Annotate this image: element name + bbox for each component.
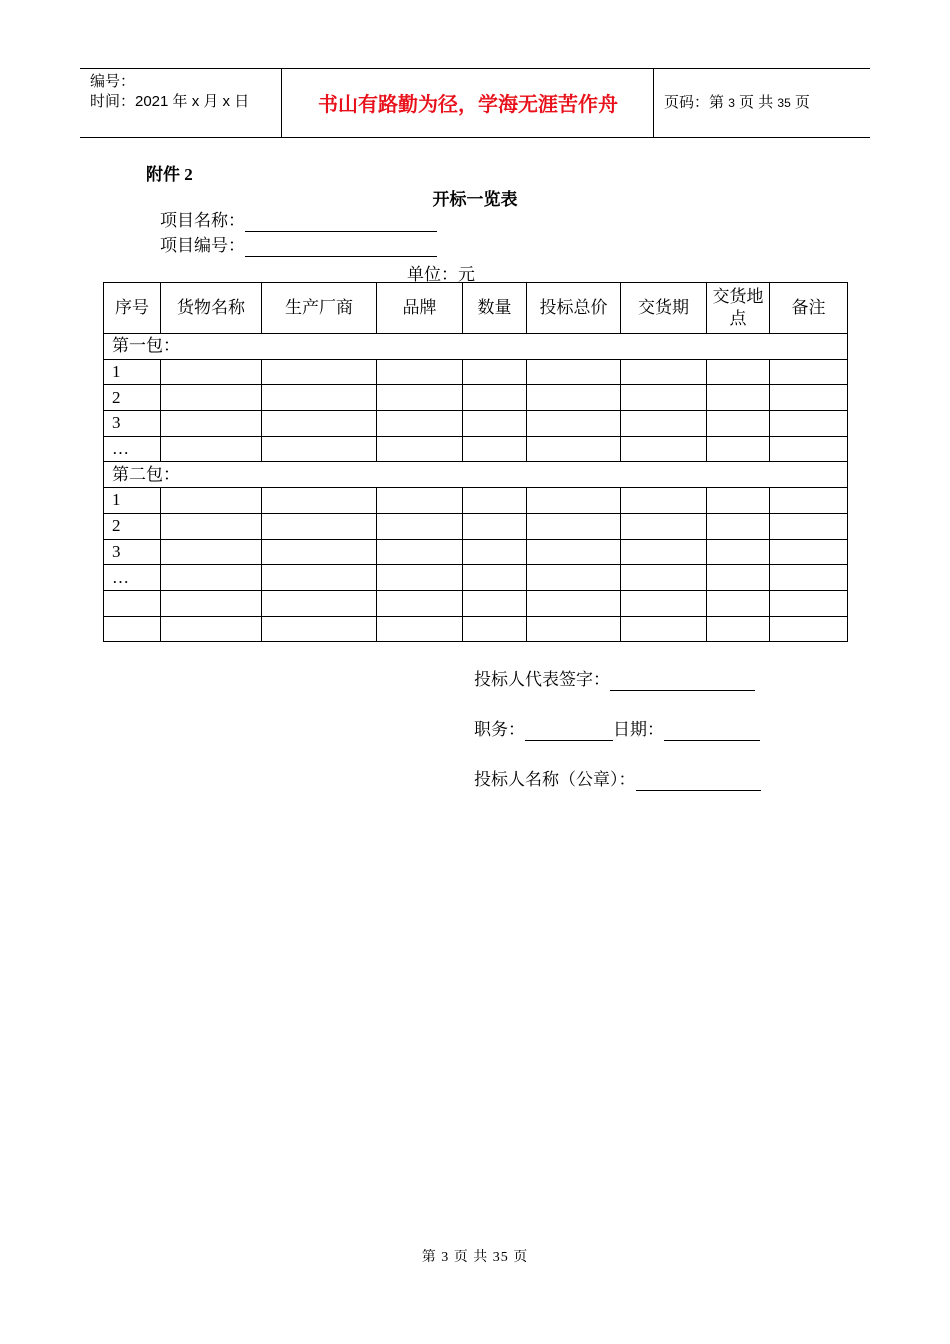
section-row xyxy=(104,334,848,360)
table-cell[interactable] xyxy=(377,539,463,565)
column-header: 货物名称 xyxy=(161,283,262,334)
table-cell[interactable] xyxy=(262,616,377,642)
table-row xyxy=(104,385,848,411)
table-cell[interactable] xyxy=(527,590,621,616)
section-label: 第一包： xyxy=(104,334,848,360)
table-cell[interactable] xyxy=(707,590,770,616)
page-header xyxy=(80,68,870,138)
header-meta xyxy=(90,72,249,112)
table-cell[interactable] xyxy=(161,385,262,411)
header-number: 编号： xyxy=(90,73,136,90)
position-date-row xyxy=(474,719,760,741)
table-cell[interactable] xyxy=(262,539,377,565)
table-cell[interactable] xyxy=(770,411,848,437)
table-cell[interactable] xyxy=(770,488,848,514)
page-suffix: 页 xyxy=(794,94,810,111)
table-cell[interactable] xyxy=(621,359,707,385)
table-row xyxy=(104,565,848,591)
column-header: 数量 xyxy=(463,283,527,334)
table-cell[interactable] xyxy=(161,411,262,437)
table-cell[interactable] xyxy=(377,565,463,591)
table-cell[interactable] xyxy=(463,565,527,591)
table-cell[interactable] xyxy=(527,436,621,462)
table-cell[interactable] xyxy=(621,590,707,616)
table-row xyxy=(104,488,848,514)
table-row xyxy=(104,359,848,385)
header-motto: 书山有路勤为径，学海无涯苦作舟 xyxy=(318,92,618,116)
rep-sign-label: 投标人代表签字： xyxy=(474,670,610,689)
table-cell[interactable] xyxy=(707,488,770,514)
table-row xyxy=(104,411,848,437)
page-mid: 页 共 xyxy=(739,94,774,111)
section-label: 第二包： xyxy=(104,462,848,488)
row-number xyxy=(104,616,161,642)
table-cell[interactable] xyxy=(262,565,377,591)
table-row xyxy=(104,539,848,565)
column-header: 交货期 xyxy=(621,283,707,334)
table-cell[interactable] xyxy=(161,488,262,514)
header-page-info xyxy=(664,93,810,113)
table-cell[interactable] xyxy=(770,539,848,565)
row-number: 2 xyxy=(104,513,161,539)
table-cell[interactable] xyxy=(161,565,262,591)
table-cell[interactable] xyxy=(377,385,463,411)
table-cell[interactable] xyxy=(463,590,527,616)
table-cell[interactable] xyxy=(621,385,707,411)
page-total: 35 xyxy=(777,96,791,110)
page-prefix: 页码：第 xyxy=(664,94,725,111)
table-cell[interactable] xyxy=(707,385,770,411)
table-cell[interactable] xyxy=(621,513,707,539)
table-cell[interactable] xyxy=(377,436,463,462)
row-number: … xyxy=(104,565,161,591)
table-cell[interactable] xyxy=(262,513,377,539)
table-cell[interactable] xyxy=(377,513,463,539)
table-cell[interactable] xyxy=(707,436,770,462)
table-cell[interactable] xyxy=(770,436,848,462)
project-number-blank[interactable] xyxy=(245,238,437,257)
unit-label: 单位：元 xyxy=(407,265,475,284)
position-label: 职务： xyxy=(474,720,525,739)
table-header-row xyxy=(104,283,848,334)
table-cell[interactable] xyxy=(377,411,463,437)
bid-table xyxy=(103,282,848,642)
column-header: 品牌 xyxy=(377,283,463,334)
company-row xyxy=(474,769,761,791)
table-cell[interactable] xyxy=(770,513,848,539)
table-cell[interactable] xyxy=(707,616,770,642)
column-header: 备注 xyxy=(770,283,848,334)
table-body xyxy=(104,334,848,642)
company-label: 投标人名称（公章）： xyxy=(474,770,636,789)
table-row xyxy=(104,436,848,462)
table-cell[interactable] xyxy=(527,488,621,514)
table-cell[interactable] xyxy=(463,488,527,514)
table-row xyxy=(104,616,848,642)
table-cell[interactable] xyxy=(463,616,527,642)
column-header: 交货地点 xyxy=(707,283,770,334)
table-cell[interactable] xyxy=(707,359,770,385)
table-cell[interactable] xyxy=(262,359,377,385)
row-number: 3 xyxy=(104,411,161,437)
project-name-blank[interactable] xyxy=(245,213,437,232)
table-cell[interactable] xyxy=(707,539,770,565)
company-blank[interactable] xyxy=(636,772,761,791)
table-cell[interactable] xyxy=(770,616,848,642)
table-cell[interactable] xyxy=(161,359,262,385)
row-number: 2 xyxy=(104,385,161,411)
table-cell[interactable] xyxy=(621,616,707,642)
table-cell[interactable] xyxy=(527,359,621,385)
table-cell[interactable] xyxy=(527,513,621,539)
table-cell[interactable] xyxy=(707,411,770,437)
position-blank[interactable] xyxy=(525,722,613,741)
table-cell[interactable] xyxy=(377,488,463,514)
page-footer: 第 3 页 共 35 页 xyxy=(421,1250,529,1265)
table-cell[interactable] xyxy=(770,359,848,385)
table-cell[interactable] xyxy=(621,488,707,514)
table-cell[interactable] xyxy=(463,411,527,437)
row-number: 1 xyxy=(104,488,161,514)
table-row xyxy=(104,513,848,539)
column-header: 生产厂商 xyxy=(262,283,377,334)
table-cell[interactable] xyxy=(262,436,377,462)
table-cell[interactable] xyxy=(527,616,621,642)
project-name-label: 项目名称： xyxy=(160,211,245,230)
table-cell[interactable] xyxy=(463,359,527,385)
table-cell[interactable] xyxy=(621,565,707,591)
header-time: 时间：2021 年 x 月 x 日 xyxy=(90,93,250,110)
table-row xyxy=(104,590,848,616)
table-cell[interactable] xyxy=(262,488,377,514)
project-number-row xyxy=(160,235,437,257)
table-cell[interactable] xyxy=(377,359,463,385)
row-number xyxy=(104,590,161,616)
document-title: 开标一览表 xyxy=(432,190,518,209)
table-cell[interactable] xyxy=(463,436,527,462)
table-cell[interactable] xyxy=(262,590,377,616)
table-cell[interactable] xyxy=(463,539,527,565)
date-blank[interactable] xyxy=(664,722,760,741)
table-cell[interactable] xyxy=(161,539,262,565)
table-cell[interactable] xyxy=(707,565,770,591)
project-number-label: 项目编号： xyxy=(160,236,245,255)
row-number: 1 xyxy=(104,359,161,385)
table-cell[interactable] xyxy=(161,436,262,462)
column-header: 序号 xyxy=(104,283,161,334)
table-cell[interactable] xyxy=(377,616,463,642)
table-cell[interactable] xyxy=(707,513,770,539)
date-label: 日期： xyxy=(613,720,664,739)
table-cell[interactable] xyxy=(463,513,527,539)
table-cell[interactable] xyxy=(527,539,621,565)
table-cell[interactable] xyxy=(377,590,463,616)
table-cell[interactable] xyxy=(621,411,707,437)
project-name-row xyxy=(160,210,437,232)
rep-sign-row xyxy=(474,669,755,691)
row-number: … xyxy=(104,436,161,462)
table-cell[interactable] xyxy=(527,385,621,411)
table-cell[interactable] xyxy=(770,590,848,616)
table-cell[interactable] xyxy=(463,385,527,411)
table-cell[interactable] xyxy=(262,411,377,437)
table-cell[interactable] xyxy=(262,385,377,411)
table-cell[interactable] xyxy=(161,513,262,539)
table-cell[interactable] xyxy=(161,590,262,616)
table-cell[interactable] xyxy=(770,385,848,411)
column-header: 投标总价 xyxy=(527,283,621,334)
attachment-label: 附件 2 xyxy=(146,165,193,184)
page-current: 3 xyxy=(728,96,735,110)
table-cell[interactable] xyxy=(770,565,848,591)
table-cell[interactable] xyxy=(527,565,621,591)
rep-sign-blank[interactable] xyxy=(610,672,755,691)
table-cell[interactable] xyxy=(621,436,707,462)
table-cell[interactable] xyxy=(621,539,707,565)
table-cell[interactable] xyxy=(527,411,621,437)
row-number: 3 xyxy=(104,539,161,565)
table-cell[interactable] xyxy=(161,616,262,642)
section-row xyxy=(104,462,848,488)
